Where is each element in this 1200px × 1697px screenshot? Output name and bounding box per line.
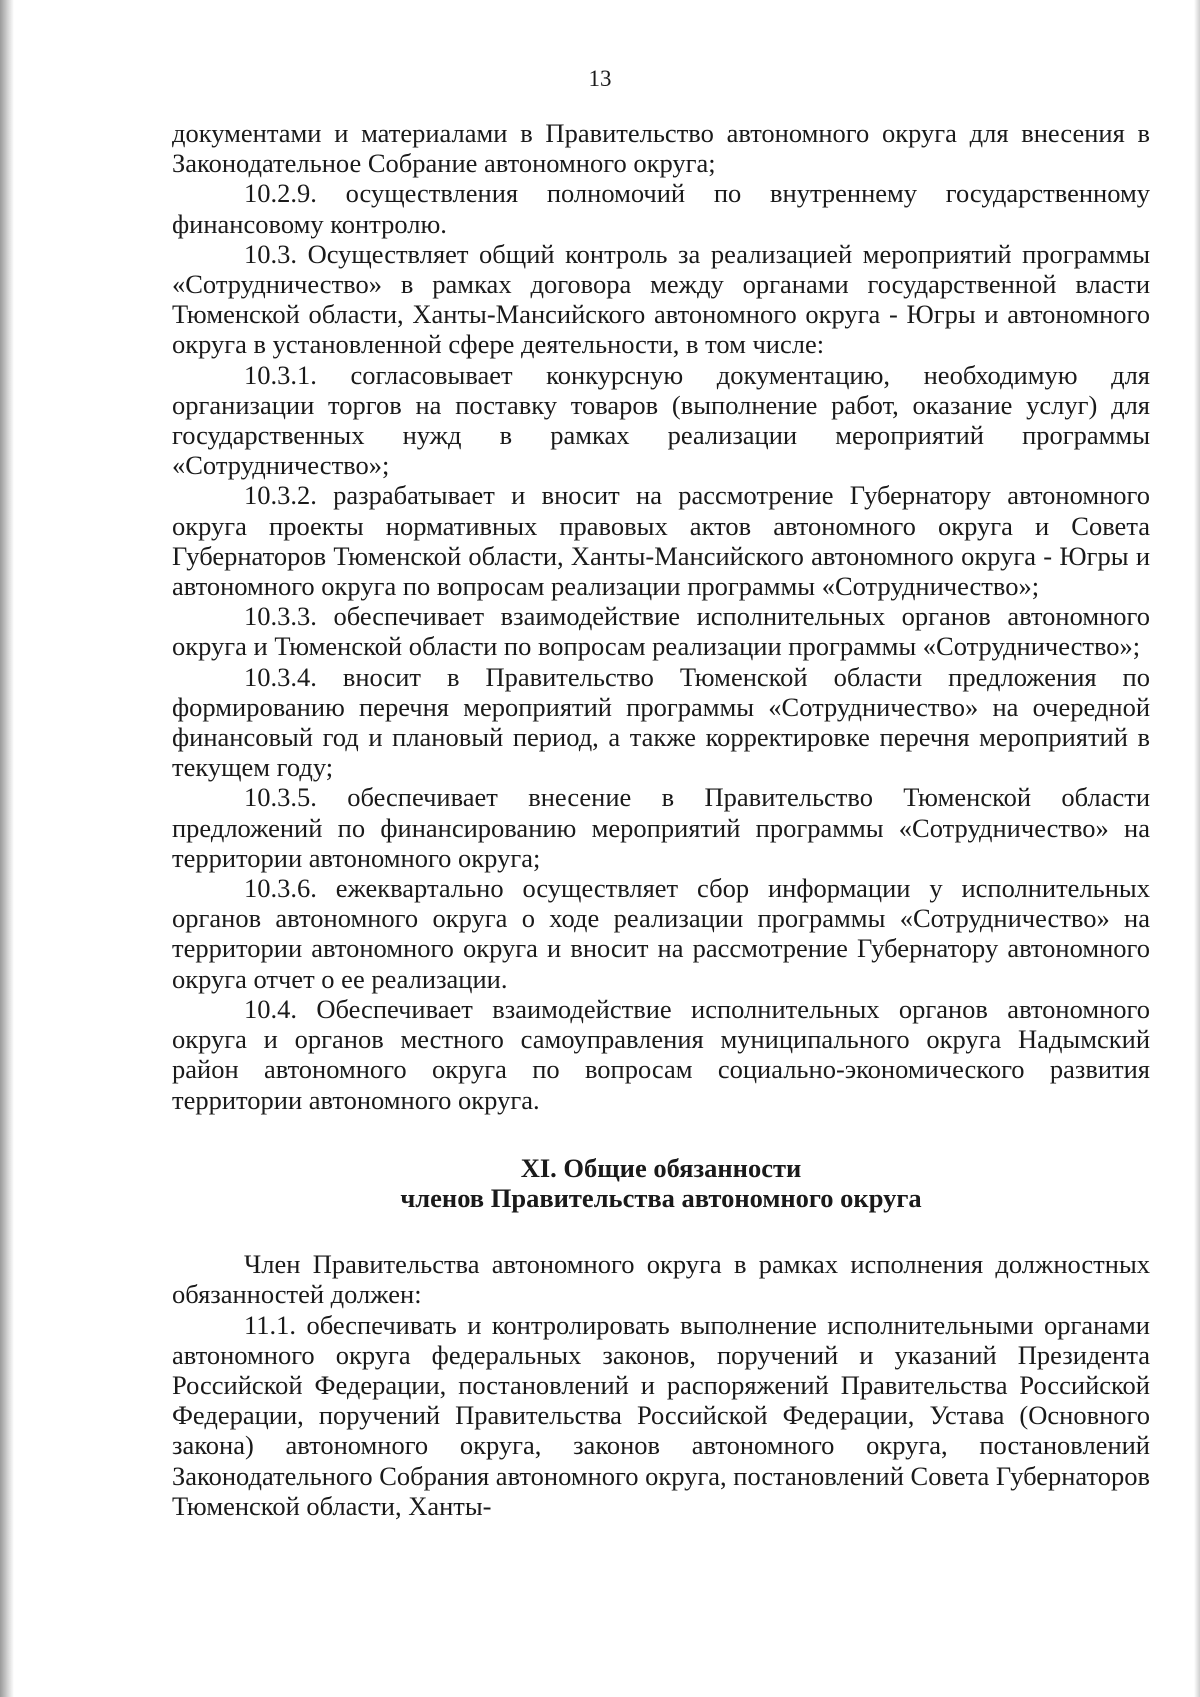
paragraph: Член Правительства автономного округа в рамках исполнения должностных обязанностей должен:: [172, 1249, 1150, 1310]
section-heading-line-2: членов Правительства автономного округа: [400, 1182, 922, 1213]
paragraph: 10.3.3. обеспечивает взаимодействие исполнительных органов автономного округа и Тюменской области по вопросам реализации программы «Сотрудничество»;: [172, 601, 1150, 662]
scan-edge-shadow: [0, 0, 14, 1697]
scan-edge-shadow-right: [1194, 0, 1200, 1697]
paragraph: 10.3. Осуществляет общий контроль за реализацией мероприятий программы «Сотрудничество» в рамках договора между органами государственной власти Тюменской области, Ханты-Мансийского автономного округа - Югры и автономного округа в установленной сфере деятельности, в том числе:: [172, 238, 1150, 360]
paragraph: 11.1. обеспечивать и контролировать выполнение исполнительными органами автономного округа федеральных законов, поручений и указаний Президента Российской Федерации, постановлений и распоряжений Правительства Российской Федерации, поручений Правительства Российской Федерации, Устава (Основного закона) автономного округа, законов автономного округа, постановлений Законодательного Собрания автономного округа, постановлений Совета Губернаторов Тюменской области, Ханты-: [172, 1309, 1150, 1521]
section-heading: [172, 1153, 1150, 1213]
paragraph: 10.3.6. ежеквартально осуществляет сбор информации у исполнительных органов автономного округа о ходе реализации программы «Сотрудничество» на территории автономного округа и вносит на рассмотрение Губернатору автономного округа отчет о ее реализации.: [172, 873, 1150, 994]
paragraphs-after-heading: [172, 1249, 1150, 1521]
paragraph: 10.2.9. осуществления полномочий по внутреннему государственному финансовому контролю.: [172, 178, 1150, 239]
paragraph: 10.3.5. обеспечивает внесение в Правительство Тюменской области предложений по финансированию мероприятий программы «Сотрудничество» на территории автономного округа;: [172, 782, 1150, 873]
paragraph: 10.3.2. разрабатывает и вносит на рассмотрение Губернатору автономного округа проекты нормативных правовых актов автономного округа и Совета Губернаторов Тюменской области, Ханты-Мансийского автономного округа - Югры и автономного округа по вопросам реализации программы «Сотрудничество»;: [172, 480, 1150, 602]
page-number: 13: [588, 66, 612, 91]
paragraph: 10.4. Обеспечивает взаимодействие исполнительных органов автономного округа и органов местного самоуправления муниципального округа Надымский район автономного округа по вопросам социально-экономического развития территории автономного округа.: [172, 993, 1150, 1115]
section-heading-line-1: XI. Общие обязанности: [520, 1152, 802, 1183]
paragraph: 10.3.1. согласовывает конкурсную документацию, необходимую для организации торгов на поставку товаров (выполнение работ, оказание услуг) для государственных нужд в рамках реализации мероприятий программы «Сотрудничество»;: [172, 359, 1150, 481]
paragraph: документами и материалами в Правительство автономного округа для внесения в Законодательное Собрание автономного округа;: [172, 118, 1150, 179]
document-body: [172, 118, 1150, 1521]
paragraph: 10.3.4. вносит в Правительство Тюменской области предложения по формированию перечня мероприятий программы «Сотрудничество» на очередной финансовый год и плановый период, а также корректировке перечня мероприятий в текущем году;: [172, 661, 1150, 783]
paragraphs-before-heading: [172, 118, 1150, 1115]
